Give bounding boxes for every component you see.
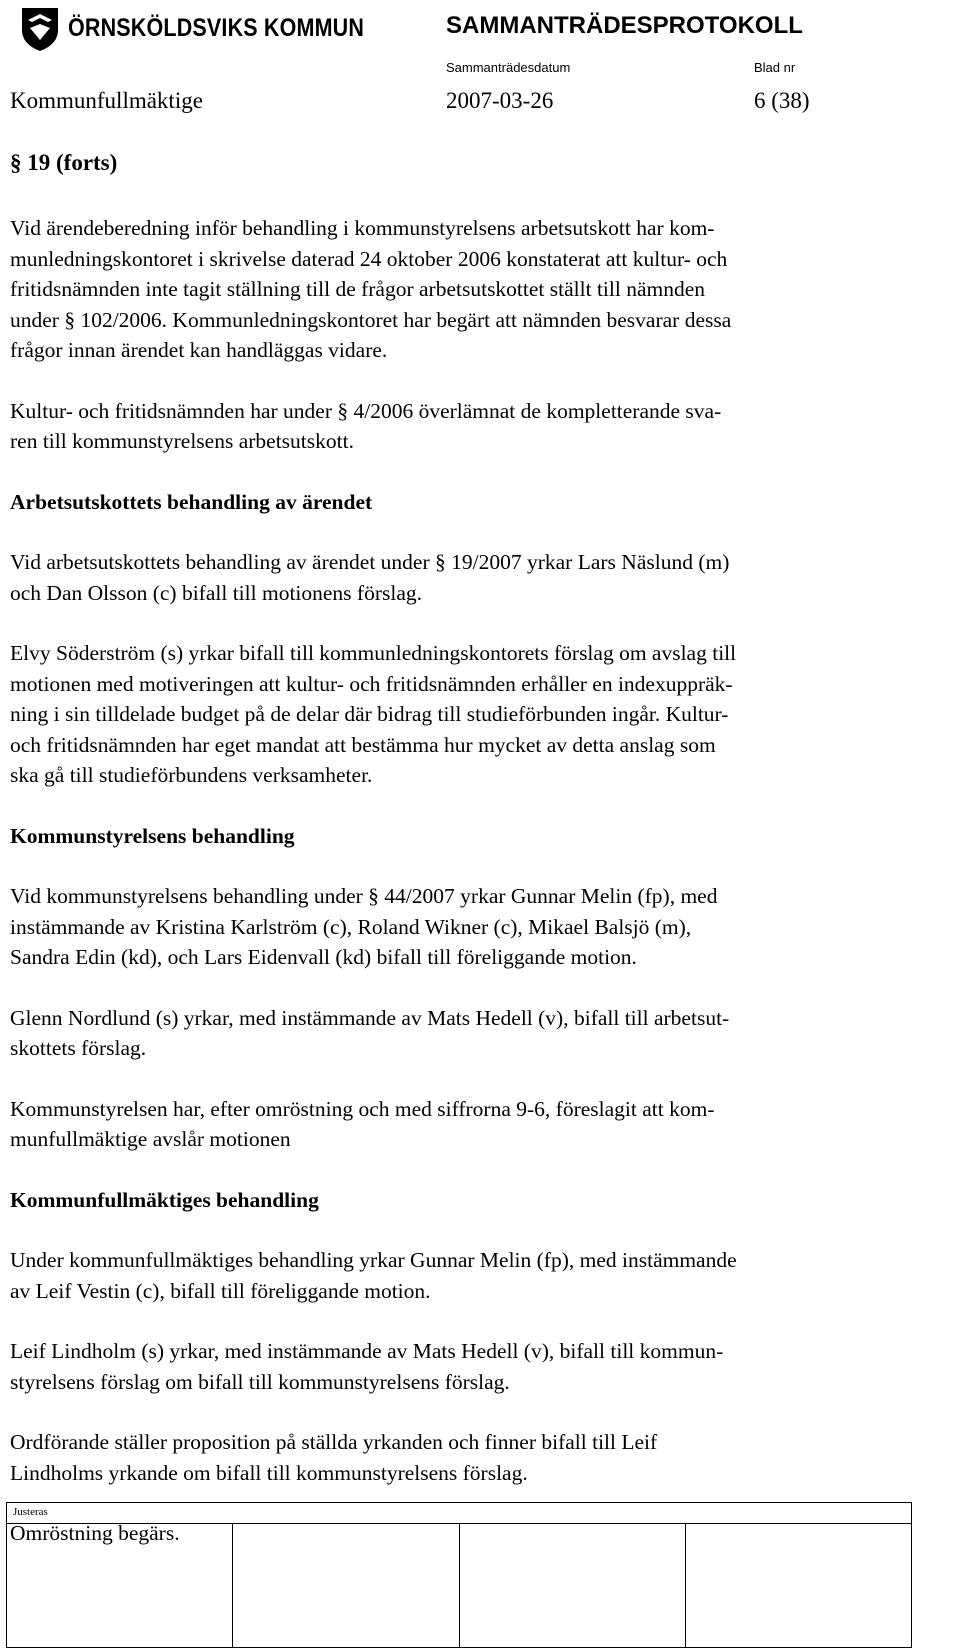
body-name: Kommunfullmäktige	[10, 88, 203, 113]
subheading: Kommunfullmäktiges behandling	[10, 1187, 319, 1212]
signature-cell	[686, 1524, 911, 1647]
section-title: § 19 (forts)	[10, 150, 118, 175]
paragraph: Kommunstyrelsen har, efter omröstning och med siffrorna 9-6, föreslagit att kom- munfullmäktige avslår motionen	[10, 1096, 715, 1151]
meeting-date: 2007-03-26	[446, 88, 554, 113]
signature-cell	[460, 1524, 686, 1647]
protocol-body	[10, 213, 910, 1579]
paragraph: Leif Lindholm (s) yrkar, med instämmande av Mats Hedell (v), bifall till kommun- styrelsens förslag om bifall till kommunstyrelsens förslag.	[10, 1339, 724, 1394]
page-number: 6 (38)	[754, 88, 810, 113]
municipality-name: ÖRNSKÖLDSVIKS KOMMUN	[68, 14, 365, 42]
signature-cell	[233, 1524, 459, 1647]
paragraph: Kultur- och fritidsnämnden har under § 4/2006 överlämnat de kompletterande sva- ren till kommunstyrelsens arbetsutskott.	[10, 398, 722, 453]
signature-cell	[7, 1524, 233, 1647]
signature-row	[7, 1523, 911, 1647]
paragraph: Glenn Nordlund (s) yrkar, med instämmande av Mats Hedell (v), bifall till arbetsut- skottets förslag.	[10, 1005, 730, 1060]
page-label: Blad nr	[754, 60, 796, 75]
coat-of-arms-icon	[18, 6, 62, 52]
signature-table	[6, 1502, 912, 1648]
paragraph: Ordförande ställer proposition på ställda yrkanden och finner bifall till Leif Lindholms yrkande om bifall till kommunstyrelsens förslag.	[10, 1430, 658, 1485]
document-type: SAMMANTRÄDESPROTOKOLL	[446, 12, 803, 39]
paragraph: Omröstning begärs.	[10, 1521, 180, 1545]
paragraph: Vid ärendeberedning inför behandling i kommunstyrelsens arbetsutskott har kom- munledningskontoret i skrivelse daterad 24 oktober 2006 konstaterat att kultur- och fritidsnämnden inte tagit ställning till de frågor arbetsutskottet ställt till nämnden under § 102/2006. Kommunledningskontoret har begärt att nämnden besvarar dessa frågor innan ärendet kan handläggas vidare.	[10, 216, 732, 362]
subheading: Kommunstyrelsens behandling	[10, 823, 295, 848]
paragraph: Elvy Söderström (s) yrkar bifall till kommunledningskontorets förslag om avslag till motionen med motiveringen att kultur- och fritidsnämnden erhåller en indexuppräk- ning i sin tilldelade budget på de delar där bidrag till studieförbunden ingår. Kultur- och fritidsnämnden har eget mandat att bestämma hur mycket av detta anslag som ska gå till studieförbundens verksamheter.	[10, 641, 737, 787]
subheading: Arbetsutskottets behandling av ärendet	[10, 489, 373, 514]
paragraph: Under kommunfullmäktiges behandling yrkar Gunnar Melin (fp), med instämmande av Leif Vestin (c), bifall till föreliggande motion.	[10, 1248, 737, 1303]
municipality-logo	[18, 6, 365, 54]
justeras-label: Justeras	[13, 1506, 48, 1518]
paragraph: Vid kommunstyrelsens behandling under § 44/2007 yrkar Gunnar Melin (fp), med instämmande av Kristina Karlström (c), Roland Wikner (c), Mikael Balsjö (m), Sandra Edin (kd), och Lars Eidenvall (kd) bifall till föreliggande motion.	[10, 884, 718, 969]
paragraph: Vid arbetsutskottets behandling av ärendet under § 19/2007 yrkar Lars Näslund (m) och Dan Olsson (c) bifall till motionens förslag.	[10, 550, 730, 605]
date-label: Sammanträdesdatum	[446, 60, 571, 75]
